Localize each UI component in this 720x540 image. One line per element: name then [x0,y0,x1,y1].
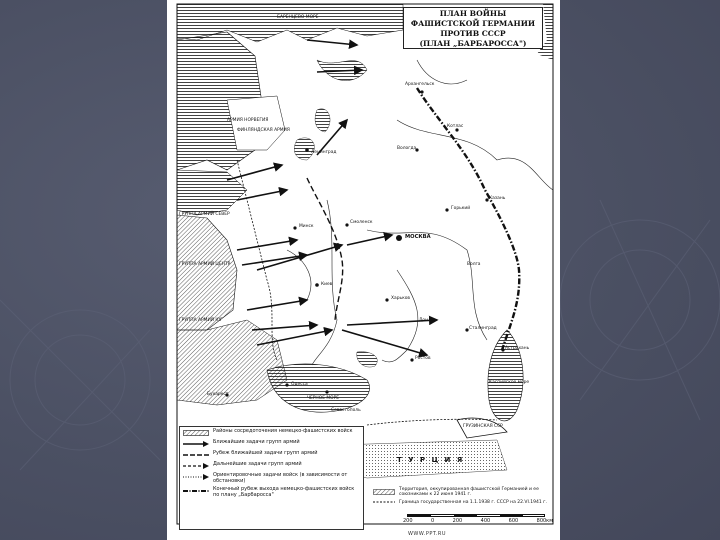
scale-tick: 800км [536,518,553,524]
scale-tick: 0 [431,518,435,524]
legend-label: Ориентировочные задачи войск (в зависимости от обстановки) [213,472,348,484]
legend-symbol-border [373,499,395,505]
label-kazan: Казань [489,196,506,201]
label-gorky: Горький [451,206,471,211]
legend-symbol-concentration [183,430,209,436]
legend-label: Ближайшие задачи групп армий [213,439,300,445]
label-astrakhan: Астрахань [505,346,530,351]
label-arkhangelsk: Архангельск [405,82,435,87]
scale-tick: 200 [452,518,463,524]
legend-symbol-occupied [373,489,395,495]
legend-label: Дальнейшие задачи групп армий [213,461,302,467]
map-legend [179,426,364,530]
label-group-north: ГРУППА АРМИЙ СЕВЕР [179,212,230,217]
label-group-center: ГРУППА АРМИЙ ЦЕНТР [179,262,231,267]
legend-item [373,497,549,507]
title-line-1: ПЛАН ВОЙНЫ [439,9,507,18]
title-line-3: ПРОТИВ СССР [440,29,506,38]
label-smolensk: Смоленск [350,220,373,225]
black-sea [267,364,370,412]
label-odessa: Одесса [291,382,308,387]
legend-symbol-dashed-arrow [183,463,209,469]
label-kotlas: Котлас [447,124,464,129]
label-finnish-army: ФИНЛЯНДСКАЯ АРМИЯ [237,128,290,133]
caspian-sea [488,330,523,421]
legend-symbol-arrow [183,441,209,447]
label-volga: Волга [467,262,481,267]
label-georgia: ГРУЗИНСКАЯ ССР [463,424,503,429]
map-legend-secondary [373,487,549,509]
label-sevastopol: Севастополь [331,408,361,413]
scale-tick: 600 [508,518,519,524]
label-don: Дон [419,318,428,323]
label-leningrad: Ленинград [311,150,337,155]
legend-symbol-final-line [183,488,209,494]
legend-item [183,487,360,501]
label-bucharest: Бухарест [207,392,229,397]
legend-item [373,487,549,497]
scale-ticks [403,518,553,524]
legend-label: Конечный рубеж выхода немецко-фашистских войск по плану „Барбаросса" [213,486,355,498]
scale-tick: 400 [480,518,491,524]
title-line-2: ФАШИСТСКОЙ ГЕРМАНИИ [410,19,536,28]
final-line-arkhangelsk-astrakhan [417,88,519,350]
label-group-south: ГРУППА АРМИЙ ЮГ [179,318,223,323]
label-minsk: Минск [299,224,314,229]
legend-label: Территория, оккупированная фашистской Германией и ее союзниками к 22 июня 1941 г. [399,487,539,497]
legend-symbol-dashed-line [183,452,209,458]
label-rostov: Ростов [415,356,431,361]
label-vologda: Вологда [397,146,417,151]
title-line-4: (ПЛАН „БАРБАРОССА") [419,39,527,48]
watermark-url: WWW.PPT.RU [407,531,447,537]
scale-line [407,514,545,517]
label-caspian: Каспийское море [489,380,530,385]
legend-label: Рубеж ближайшей задачи групп армий [213,450,318,456]
label-turkey: Т У Р Ц И Я [397,456,465,464]
label-army-norway: АРМИЯ НОРВЕГИЯ [227,118,269,123]
label-stalingrad: Сталинград [469,326,497,331]
scale-tick: 200 [403,518,413,524]
legend-symbol-dotted-arrow [183,474,209,480]
legend-label: Районы сосредоточения немецко-фашистских войск [213,428,353,434]
map-title [403,7,543,49]
legend-label: Граница государственная на 1.1.1938 г. СССР на 22.VI.1941 г. [399,499,547,505]
scale-bar [403,513,553,525]
legend-item [183,473,360,487]
occupied-west [177,215,237,330]
map-frame [167,0,560,540]
label-kharkov: Харьков [391,296,410,301]
label-barents: БАРЕНЦЕВО МОРЕ [277,15,319,20]
label-kiev: Киев [321,282,333,287]
river-don [382,270,418,362]
label-black-sea: ЧЕРНОЕ МОРЕ [307,396,340,401]
label-moscow: МОСКВА [405,234,431,240]
